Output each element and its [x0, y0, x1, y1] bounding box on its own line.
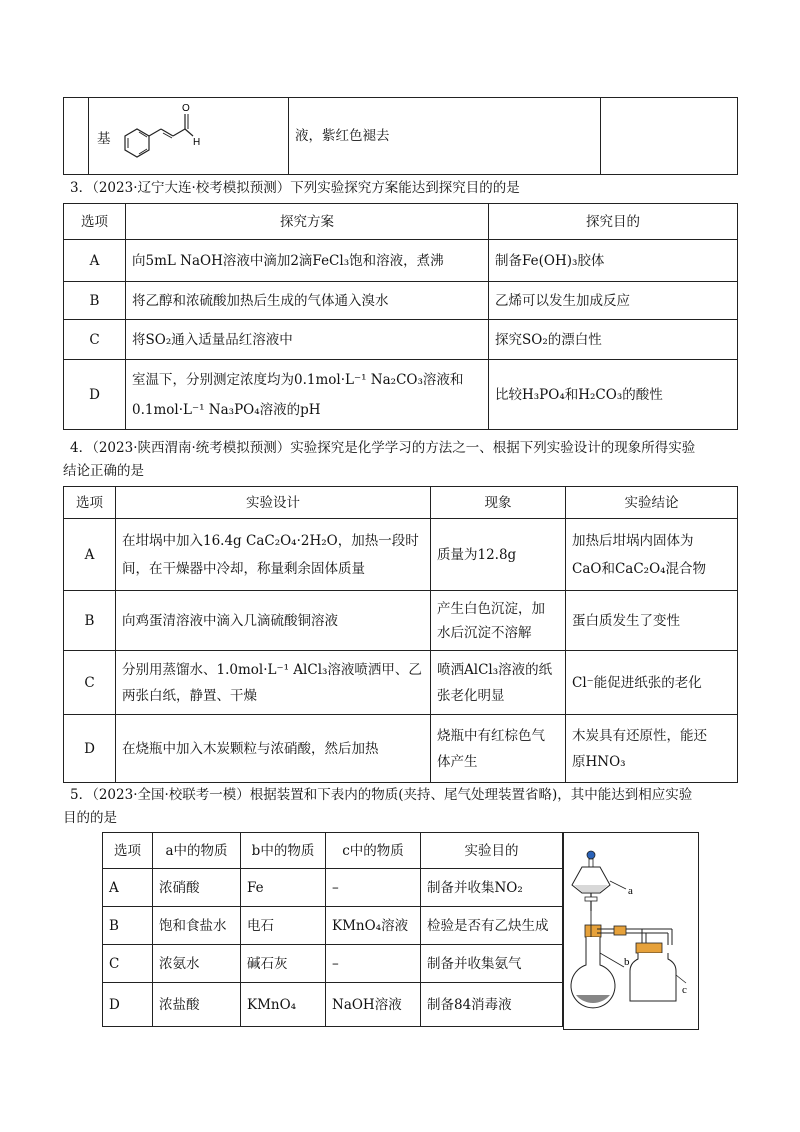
q4-observation-line-1: 烧瓶中有红棕色气	[437, 727, 545, 744]
q4-design-line-1: 分别用蒸馏水、1.0mol·L⁻¹ AlCl₃溶液喷洒甲、乙	[122, 661, 422, 678]
q5-a: 浓氨水	[153, 945, 241, 983]
table-row	[103, 907, 563, 945]
q3-goal: 比较H₃PO₄和H₂CO₃的酸性	[489, 360, 738, 430]
q3-header-option: 选项	[64, 204, 126, 240]
q4-conclusion-line-2: 原HNO₃	[572, 753, 626, 770]
q4-design	[116, 651, 431, 715]
q3-header-plan: 探究方案	[126, 204, 489, 240]
q5-option: D	[103, 983, 153, 1027]
q5-b: 碱石灰	[241, 945, 326, 983]
table-row	[103, 869, 563, 907]
q5-b: KMnO₄	[241, 983, 326, 1027]
q5-header-a: a中的物质	[153, 833, 241, 869]
q5-b: Fe	[241, 869, 326, 907]
top-phenomenon-cell: 液，紫红色褪去	[289, 98, 601, 175]
q5-c: KMnO₄溶液	[326, 907, 421, 945]
top-empty-cell-2	[601, 98, 738, 175]
cinnamaldehyde-structure	[111, 100, 211, 170]
q3-goal: 制备Fe(OH)₃胶体	[489, 240, 738, 282]
q4-conclusion	[566, 519, 738, 591]
q5-a: 饱和食盐水	[153, 907, 241, 945]
q5-title-line-1: 5．（2023·全国·校联考一模）根据装置和下表内的物质(夹持、尾气处理装置省略)，其中能达到相应实验	[70, 787, 693, 803]
q5-c: NaOH溶液	[326, 983, 421, 1027]
q5-table	[102, 832, 563, 1027]
q4-design-line-2: 间，在干燥器中冷却，称量剩余固体质量	[122, 560, 365, 577]
q3-plan	[126, 360, 489, 430]
q3-plan: 向5mL NaOH溶液中滴加2滴FeCl₃饱和溶液，煮沸	[126, 240, 489, 282]
q4-design: 向鸡蛋清溶液中滴入几滴硫酸铜溶液	[116, 591, 431, 651]
q4-observation	[431, 591, 566, 651]
q4-observation-line-2: 水后沉淀不溶解	[437, 624, 532, 641]
q5-header-option: 选项	[103, 833, 153, 869]
apparatus-label-a: a	[628, 885, 633, 897]
q4-option: C	[64, 651, 116, 715]
table-row	[64, 519, 738, 591]
q4-conclusion-line-1: 木炭具有还原性，能还	[572, 727, 707, 744]
q5-header-c: c中的物质	[326, 833, 421, 869]
q4-option: A	[64, 519, 116, 591]
q4-table	[63, 486, 738, 783]
table-row	[64, 320, 738, 360]
q4-observation	[431, 715, 566, 783]
q4-option: B	[64, 591, 116, 651]
q3-option: B	[64, 282, 126, 320]
q4-title-line-2: 结论正确的是	[63, 463, 144, 479]
q4-header-observation: 现象	[431, 487, 566, 519]
q5-c: –	[326, 945, 421, 983]
q5-goal: 制备并收集氨气	[421, 945, 563, 983]
q5-option: A	[103, 869, 153, 907]
q5-option: C	[103, 945, 153, 983]
apparatus-frame	[563, 832, 699, 1030]
table-row	[64, 360, 738, 430]
q5-goal: 检验是否有乙炔生成	[421, 907, 563, 945]
table-row	[103, 945, 563, 983]
table-row	[103, 983, 563, 1027]
q4-conclusion-line-1: 加热后坩埚内固体为	[572, 532, 694, 549]
q4-header-option: 选项	[64, 487, 116, 519]
apparatus-label-c: c	[682, 984, 687, 996]
q5-goal: 制备并收集NO₂	[421, 869, 563, 907]
molecule-label: 基	[97, 131, 111, 147]
apparatus-label-b: b	[624, 956, 630, 968]
table-row	[64, 240, 738, 282]
q4-conclusion-line-2: CaO和CaC₂O₄混合物	[572, 560, 707, 577]
q5-c: –	[326, 869, 421, 907]
q4-observation-line-2: 张老化明显	[437, 687, 505, 704]
top-empty-cell	[64, 98, 89, 175]
q3-title: 3．（2023·辽宁大连·校考模拟预测）下列实验探究方案能达到探究目的的是	[70, 180, 520, 196]
q3-option: A	[64, 240, 126, 282]
top-molecule-cell	[89, 98, 289, 175]
q4-conclusion	[566, 715, 738, 783]
q3-plan-line-2: 0.1mol·L⁻¹ Na₃PO₄溶液的pH	[132, 401, 321, 418]
q4-design-line-2: 两张白纸，静置、干燥	[122, 687, 257, 704]
atom-o: O	[182, 103, 190, 114]
q4-observation-line-2: 体产生	[437, 753, 478, 770]
q4-observation-line-1: 产生白色沉淀，加	[437, 600, 545, 617]
q3-plan: 将SO₂通入适量品红溶液中	[126, 320, 489, 360]
q3-goal: 乙烯可以发生加成反应	[489, 282, 738, 320]
q4-header-design: 实验设计	[116, 487, 431, 519]
table-row	[64, 651, 738, 715]
q4-conclusion: 蛋白质发生了变性	[566, 591, 738, 651]
q5-option: B	[103, 907, 153, 945]
q3-plan-line-1: 室温下，分别测定浓度均为0.1mol·L⁻¹ Na₂CO₃溶液和	[132, 371, 464, 388]
q5-header-goal: 实验目的	[421, 833, 563, 869]
q5-title-line-2: 目的的是	[63, 810, 117, 826]
table-row	[64, 282, 738, 320]
q4-option: D	[64, 715, 116, 783]
q3-table	[63, 203, 738, 430]
q4-observation	[431, 651, 566, 715]
q4-design-line-1: 在坩埚中加入16.4g CaC₂O₄·2H₂O，加热一段时	[122, 532, 419, 549]
q3-option: D	[64, 360, 126, 430]
atom-h: H	[193, 137, 201, 148]
table-row	[64, 715, 738, 783]
q3-plan: 将乙醇和浓硫酸加热后生成的气体通入溴水	[126, 282, 489, 320]
apparatus-diagram	[564, 833, 698, 1029]
q5-a: 浓盐酸	[153, 983, 241, 1027]
q3-option: C	[64, 320, 126, 360]
q5-a: 浓硝酸	[153, 869, 241, 907]
q5-goal: 制备84消毒液	[421, 983, 563, 1027]
q4-observation-line-1: 喷洒AlCl₃溶液的纸	[437, 661, 553, 678]
q5-header-b: b中的物质	[241, 833, 326, 869]
q4-design	[116, 519, 431, 591]
q4-observation: 质量为12.8g	[431, 519, 566, 591]
q3-goal: 探究SO₂的漂白性	[489, 320, 738, 360]
top-partial-table	[63, 97, 738, 175]
q4-title-line-1: 4．（2023·陕西渭南·统考模拟预测）实验探究是化学学习的方法之一、根据下列实验设计的现象所得实验	[70, 440, 696, 456]
q4-header-conclusion: 实验结论	[566, 487, 738, 519]
q4-conclusion: Cl⁻能促进纸张的老化	[566, 651, 738, 715]
q4-design: 在烧瓶中加入木炭颗粒与浓硝酸，然后加热	[116, 715, 431, 783]
q5-b: 电石	[241, 907, 326, 945]
q3-header-goal: 探究目的	[489, 204, 738, 240]
table-row	[64, 591, 738, 651]
